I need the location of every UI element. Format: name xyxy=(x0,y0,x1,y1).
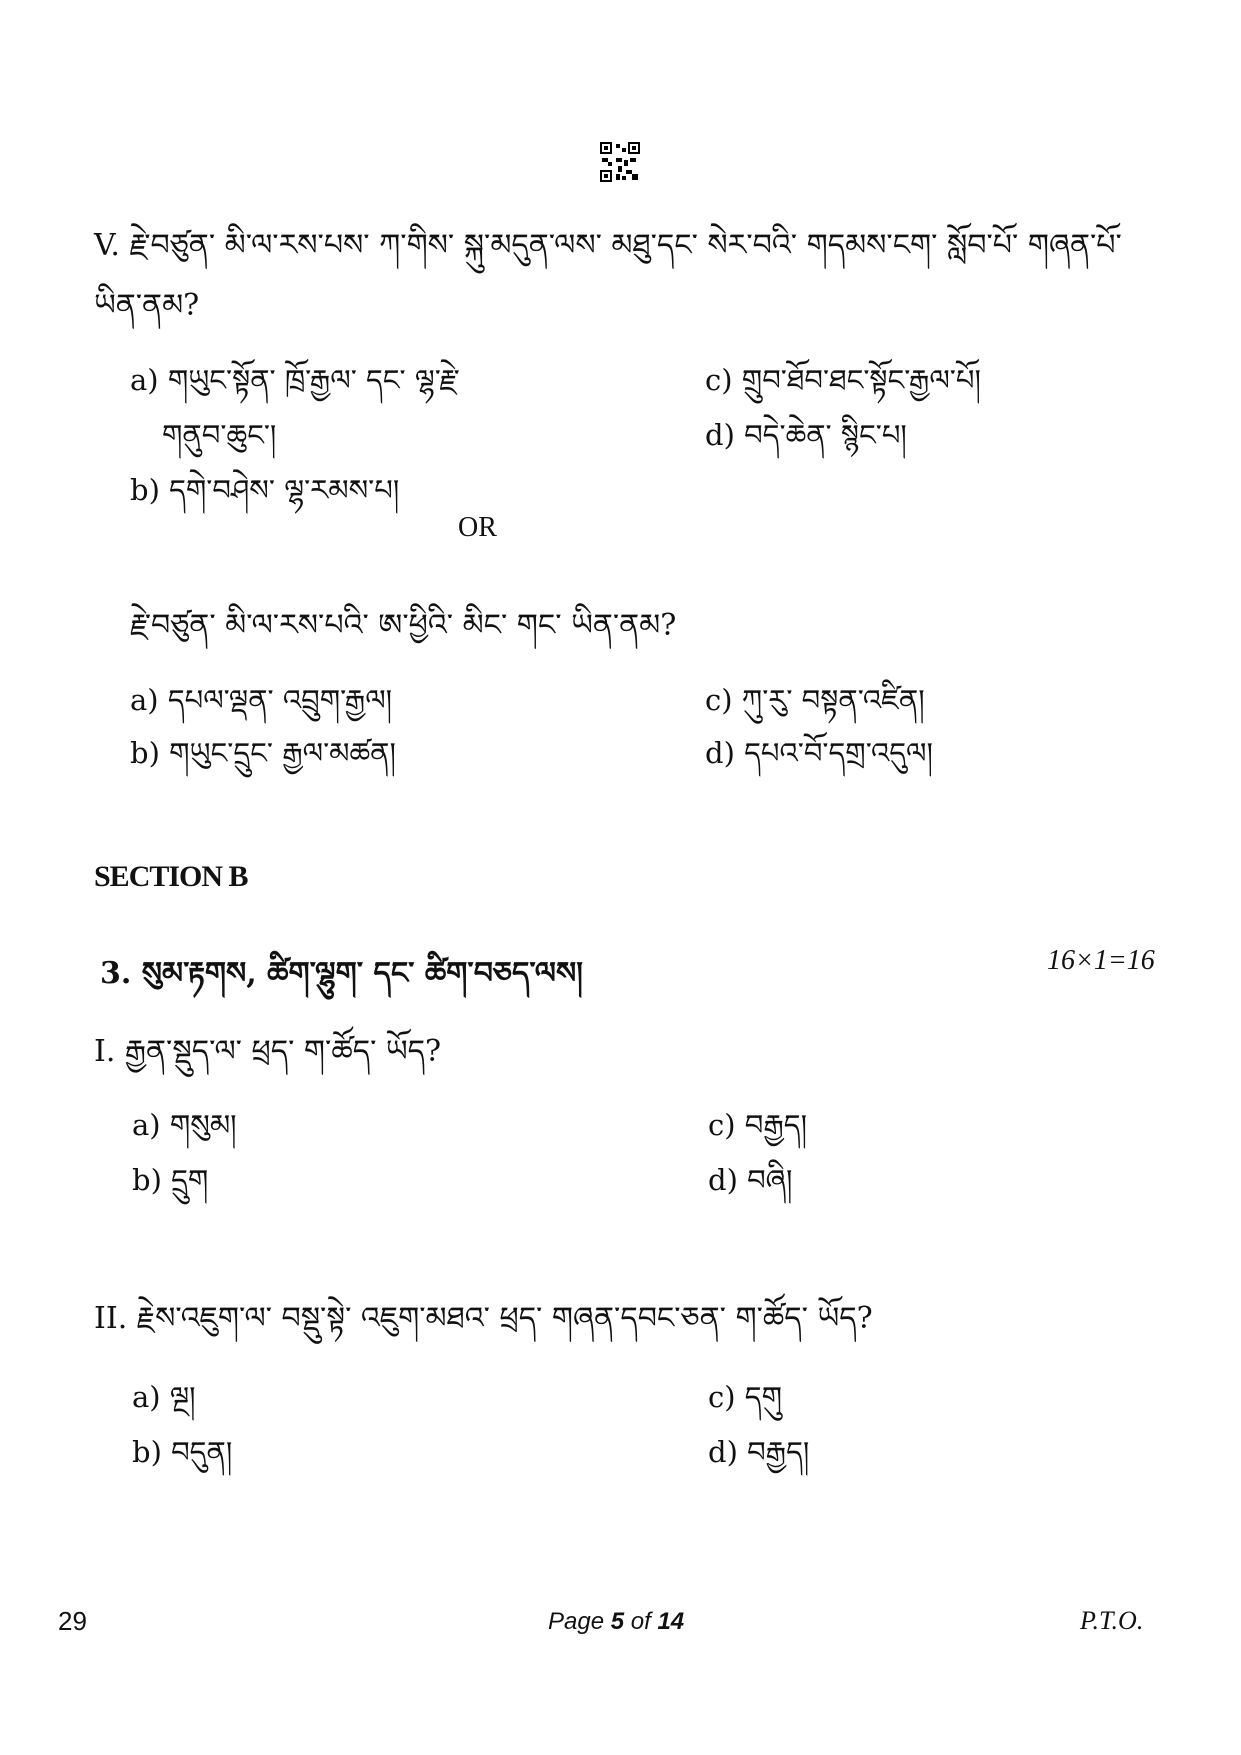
q3ii-option-d: d) བརྒྱད། xyxy=(708,1435,810,1469)
question-3-marks: 16×1=16 xyxy=(1047,945,1155,976)
q2v-option-d: d) བདེ་ཆེན་ སྙིང་པ། xyxy=(705,418,907,452)
q3ii-option-a: a) ལྔ། xyxy=(132,1380,196,1414)
question-3ii-text: II. རྗེས་འཇུག་ལ་ བསྡུ་སྟེ་ འཇུག་མཐའ་ ཕྲད་ གཞན་དབང་ཅན་ ག་ཚོད་ ཡོད? xyxy=(94,1301,873,1336)
q3ii-option-b: b) བདུན། xyxy=(132,1435,233,1469)
q2v-option-c: c) གྲུབ་ཐོབ་ཐང་སྟོང་རྒྱལ་པོ། xyxy=(705,363,981,397)
question-3i-text: I. རྒྱན་སྡུད་ལ་ ཕྲད་ ག་ཚོད་ ཡོད? xyxy=(94,1034,442,1069)
q3i-option-c: c) བརྒྱད། xyxy=(708,1108,808,1142)
q2v-alt-option-a: a) དཔལ་ལྡན་ འབྲུག་རྒྱལ། xyxy=(130,683,393,717)
paper-code: 29 xyxy=(58,1606,87,1636)
q2v-option-a-continued: གནུབ་ཆུང་། xyxy=(162,418,277,452)
q3i-option-a: a) གསུམ། xyxy=(132,1108,237,1142)
q2v-alt-option-b: b) གཡུང་དྲུང་ རྒྱལ་མཚན། xyxy=(130,736,396,770)
q3i-option-b: b) དྲུག xyxy=(132,1163,209,1197)
question-2v-text: V. རྗེ་བཙུན་ མི་ལ་རས་པས་ ཀ་གིས་ སྐུ་མདུན་ལས་ མཐུ་དང་ སེར་བའི་ གདམས་ངག་ སློབ་པོ་ གཞན་པོ་ xyxy=(94,228,1122,263)
question-2v-text-continued: ཡིན་ནམ? xyxy=(94,288,200,323)
please-turn-over: P.T.O. xyxy=(1080,1606,1144,1635)
q2v-option-b: b) དགེ་བཤེས་ ལྷ་རམས་པ། xyxy=(130,473,400,507)
section-heading: SECTION B xyxy=(94,860,248,893)
q2v-alt-option-d: d) དཔའ་བོ་དགྲ་འདུལ། xyxy=(705,736,933,770)
or-divider: OR xyxy=(458,512,497,543)
q3ii-option-c: c) དགུ xyxy=(708,1380,782,1414)
q2v-option-a: a) གཡུང་སྟོན་ ཁྲོ་རྒྱལ་ དང་ ལྷ་རྗེ་ xyxy=(130,363,460,397)
qr-code-icon xyxy=(600,142,640,182)
q3i-option-d: d) བཞི། xyxy=(708,1163,793,1197)
page-number: Page 5 of 14 xyxy=(548,1608,685,1635)
question-2v-alt-text: རྗེ་བཙུན་ མི་ལ་རས་པའི་ ཨ་ཕྱིའི་ མིང་ གང་ ཡིན་ནམ? xyxy=(130,608,677,643)
question-3-title: 3. སུམ་རྟགས, ཚིག་ལྷུག་ དང་ ཚིག་བཅད་ལས། xyxy=(100,956,583,991)
q2v-alt-option-c: c) ཀུ་རུ་ བསྟན་འཛིན། xyxy=(705,683,925,717)
